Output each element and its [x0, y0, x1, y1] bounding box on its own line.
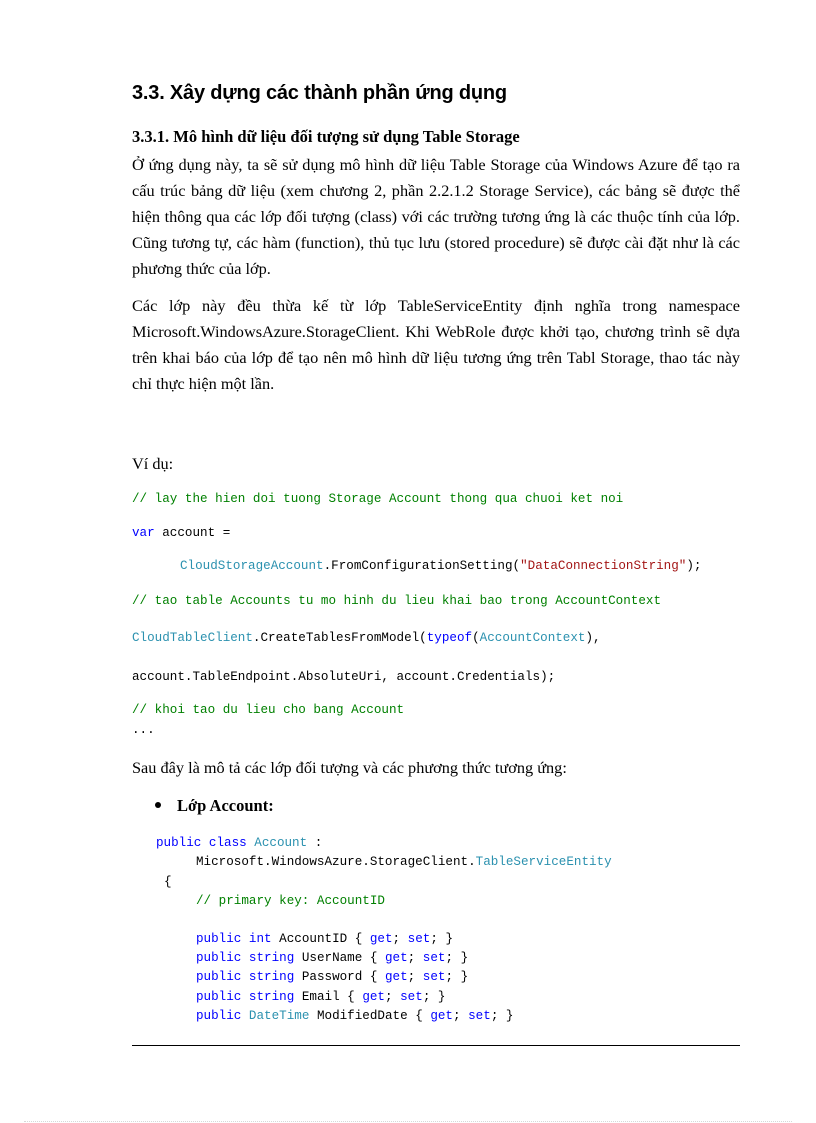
code-keyword: set: [407, 932, 431, 946]
code-string: "DataConnectionString": [520, 559, 687, 573]
code-text: ;: [392, 932, 408, 946]
code-keyword: string: [248, 951, 295, 965]
page-edge-divider: [24, 1121, 792, 1122]
code-keyword: public: [196, 951, 242, 965]
code-keyword: string: [248, 990, 295, 1004]
bullet-dot-icon: [155, 802, 161, 808]
example-label: Ví dụ:: [132, 454, 174, 473]
code-text: AccountID {: [271, 932, 370, 946]
code-keyword: get: [362, 990, 385, 1004]
code-keyword: public: [196, 932, 242, 946]
code-type: DateTime: [248, 1009, 310, 1023]
code-keyword: public class: [156, 836, 247, 850]
code-comment-1: // lay the hien doi tuong Storage Account thong qua chuoi ket noi: [132, 492, 624, 506]
code-property-email: [196, 990, 446, 1004]
code-text: );: [686, 559, 702, 573]
code-type: TableServiceEntity: [475, 855, 612, 869]
subsection-heading: 3.3.1. Mô hình dữ liệu đối tượng sử dụng Table Storage: [132, 127, 520, 146]
code-type: CloudStorageAccount: [180, 559, 324, 573]
code-text: (: [472, 631, 480, 645]
horizontal-rule: [132, 1045, 740, 1046]
code-text: ;: [453, 1009, 469, 1023]
code-keyword: set: [468, 1009, 491, 1023]
paragraph-2: Các lớp này đều thừa kế từ lớp TableServiceEntity định nghĩa trong namespace Microsoft.WindowsAzure.StorageClient. Khi WebRole được khởi tạo, chương trình sẽ dựa trên khai báo của lớp để tạo nên mô hình dữ liệu tương ứng trên Tabl Storage, thao tác này chỉ thực hiện một lần.: [132, 296, 740, 393]
code-property-password: [196, 970, 468, 984]
code-class-declaration: [156, 836, 322, 850]
code-keyword: var: [132, 526, 155, 540]
section-heading: 3.3. Xây dựng các thành phần ứng dụng: [132, 82, 507, 104]
code-type: Account: [254, 836, 308, 850]
code-text: ; }: [422, 990, 446, 1004]
paragraph-1: Ở ứng dụng này, ta sẽ sử dụng mô hình dữ liệu Table Storage của Windows Azure để tạo ra cấu trúc bảng dữ liệu (xem chương 2, phần 2.2.1.2 Storage Service), các bảng sẽ được thể hiện thông qua các lớp đối tượng (class) với các trường tương ứng là các thuộc tính của lớp. Cũng tương tự, các hàm (function), thủ tục lưu (stored procedure) sẽ được cài đặt như là các phương thức của lớp.: [132, 155, 740, 278]
code-property-modifieddate: [196, 1009, 514, 1023]
code-text: ;: [407, 951, 423, 965]
code-line-create-tables: [132, 631, 601, 645]
code-text: account =: [154, 526, 231, 540]
code-type: CloudTableClient: [132, 631, 253, 645]
code-property-accountid: [196, 932, 453, 946]
code-text: Email {: [294, 990, 363, 1004]
code-text: UserName {: [294, 951, 385, 965]
code-keyword: get: [384, 970, 408, 984]
code-keyword: get: [369, 932, 393, 946]
code-keyword: get: [430, 1009, 453, 1023]
code-comment-3: // khoi tao du lieu cho bang Account: [132, 703, 405, 717]
code-base-class: [196, 855, 612, 869]
code-keyword: public: [196, 990, 242, 1004]
code-text: :: [307, 836, 323, 850]
code-keyword: set: [422, 951, 446, 965]
code-text: .CreateTablesFromModel(: [252, 631, 427, 645]
code-keyword: public: [196, 970, 242, 984]
code-text: ; }: [445, 970, 469, 984]
code-text: Password {: [294, 970, 385, 984]
code-text: ; }: [490, 1009, 514, 1023]
code-text: ;: [385, 990, 401, 1004]
code-text: ModifiedDate {: [309, 1009, 431, 1023]
code-type: AccountContext: [479, 631, 586, 645]
code-keyword: public: [196, 1009, 242, 1023]
code-ellipsis: ...: [132, 723, 155, 737]
code-keyword: set: [400, 990, 423, 1004]
code-line-configuration: [180, 559, 701, 573]
code-text: ; }: [445, 951, 469, 965]
bullet-label: Lớp Account:: [177, 796, 274, 815]
code-keyword: string: [248, 970, 295, 984]
code-text: ; }: [430, 932, 454, 946]
code-text: Microsoft.WindowsAzure.StorageClient.: [196, 855, 476, 869]
code-keyword: get: [384, 951, 408, 965]
description-text: Sau đây là mô tả các lớp đối tượng và các phương thức tương ứng:: [132, 758, 567, 777]
code-text: .FromConfigurationSetting(: [323, 559, 521, 573]
code-open-brace: {: [164, 875, 172, 889]
code-property-username: [196, 951, 468, 965]
code-comment-2: // tao table Accounts tu mo hinh du lieu khai bao trong AccountContext: [132, 594, 662, 608]
code-comment-primary-key: // primary key: AccountID: [196, 894, 385, 908]
code-text: ),: [585, 631, 601, 645]
code-line-var: [132, 526, 230, 540]
code-keyword: set: [422, 970, 446, 984]
code-line-endpoint: account.TableEndpoint.AbsoluteUri, account.Credentials);: [132, 670, 556, 684]
code-text: ;: [407, 970, 423, 984]
code-keyword: typeof: [426, 631, 473, 645]
code-keyword: int: [248, 932, 272, 946]
bullet-item: [155, 796, 274, 816]
